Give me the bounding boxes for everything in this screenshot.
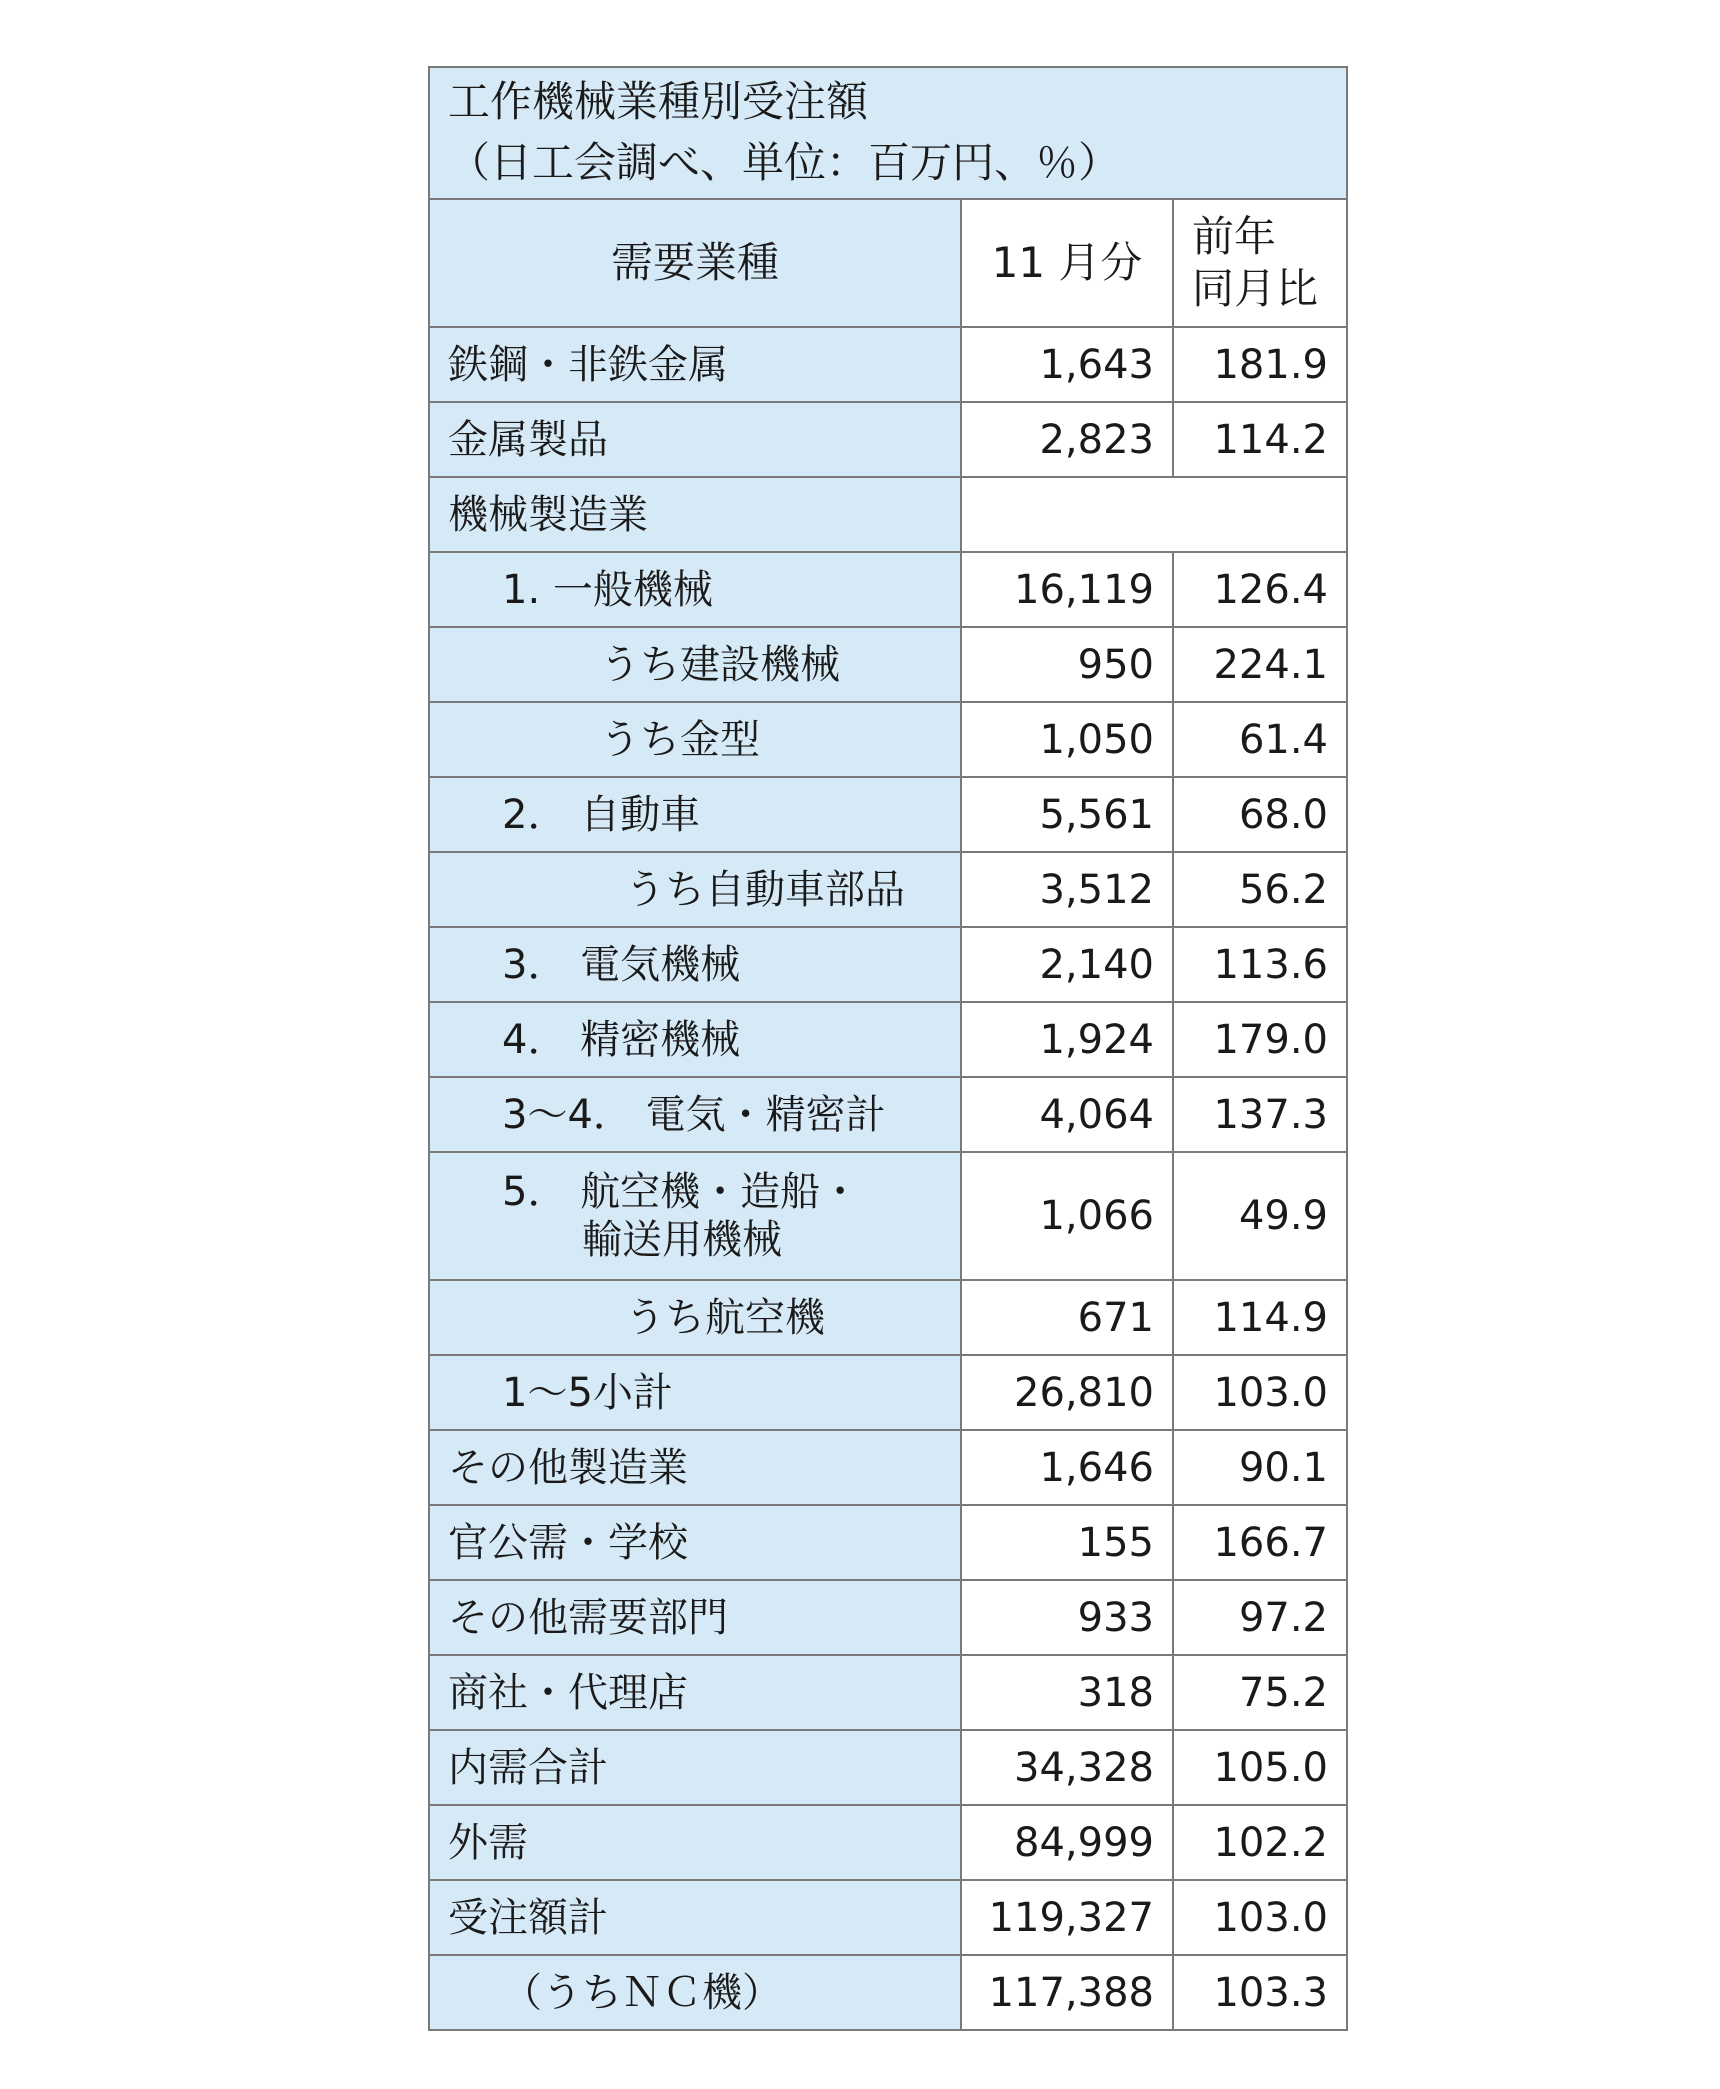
row-yoy-ratio: 103.0 bbox=[1173, 1355, 1347, 1430]
table-row bbox=[429, 1505, 1347, 1580]
row-yoy-ratio: 126.4 bbox=[1173, 552, 1347, 627]
row-label: その他需要部門 bbox=[429, 1580, 961, 1655]
row-label: その他製造業 bbox=[429, 1430, 961, 1505]
row-yoy-ratio: 181.9 bbox=[1173, 327, 1347, 402]
table-row bbox=[429, 1580, 1347, 1655]
header-yoy-line-1: 前年 bbox=[1192, 211, 1277, 261]
table-row bbox=[429, 1152, 1347, 1280]
title-line-2: （日工会調べ、単位：百万円、％） bbox=[448, 138, 1121, 187]
table-row bbox=[429, 1002, 1347, 1077]
table-row bbox=[429, 927, 1347, 1002]
row-yoy-ratio: 103.0 bbox=[1173, 1880, 1347, 1955]
row-label: 機械製造業 bbox=[429, 477, 961, 552]
table-row bbox=[429, 777, 1347, 852]
table-title bbox=[429, 67, 1347, 199]
row-yoy-ratio: 105.0 bbox=[1173, 1730, 1347, 1805]
row-november-value: 26,810 bbox=[961, 1355, 1173, 1430]
header-demand-sector: 需要業種 bbox=[429, 199, 961, 327]
table-row bbox=[429, 702, 1347, 777]
row-yoy-ratio: 90.1 bbox=[1173, 1430, 1347, 1505]
row-yoy-ratio: 61.4 bbox=[1173, 702, 1347, 777]
table-row bbox=[429, 1955, 1347, 2030]
table-row bbox=[429, 1805, 1347, 1880]
header-row bbox=[429, 199, 1347, 327]
row-yoy-ratio: 114.2 bbox=[1173, 402, 1347, 477]
row-label bbox=[429, 1152, 961, 1280]
row-label: 鉄鋼・非鉄金属 bbox=[429, 327, 961, 402]
table-row bbox=[429, 1655, 1347, 1730]
header-november: 11 月分 bbox=[961, 199, 1173, 327]
row-november-value: 117,388 bbox=[961, 1955, 1173, 2030]
row-yoy-ratio: 56.2 bbox=[1173, 852, 1347, 927]
section-blank-cell bbox=[961, 477, 1347, 552]
row-november-value: 84,999 bbox=[961, 1805, 1173, 1880]
row-november-value: 5,561 bbox=[961, 777, 1173, 852]
row-label-line-2: 輸送用機械 bbox=[582, 1217, 782, 1263]
row-november-value: 1,066 bbox=[961, 1152, 1173, 1280]
row-november-value: 155 bbox=[961, 1505, 1173, 1580]
table-row bbox=[429, 1730, 1347, 1805]
row-label: 金属製品 bbox=[429, 402, 961, 477]
title-row bbox=[429, 67, 1347, 199]
header-yoy-line-2: 同月比 bbox=[1192, 264, 1319, 313]
row-label: 商社・代理店 bbox=[429, 1655, 961, 1730]
row-label: 受注額計 bbox=[429, 1880, 961, 1955]
header-yoy-ratio bbox=[1173, 199, 1347, 327]
row-yoy-ratio: 102.2 bbox=[1173, 1805, 1347, 1880]
row-yoy-ratio: 113.6 bbox=[1173, 927, 1347, 1002]
row-label: うち金型 bbox=[429, 702, 961, 777]
title-line-1: 工作機械業種別受注額 bbox=[448, 77, 869, 127]
row-november-value: 1,643 bbox=[961, 327, 1173, 402]
table-row bbox=[429, 627, 1347, 702]
row-november-value: 950 bbox=[961, 627, 1173, 702]
row-yoy-ratio: 166.7 bbox=[1173, 1505, 1347, 1580]
row-yoy-ratio: 75.2 bbox=[1173, 1655, 1347, 1730]
row-yoy-ratio: 49.9 bbox=[1173, 1152, 1347, 1280]
row-november-value: 3,512 bbox=[961, 852, 1173, 927]
table-row bbox=[429, 1280, 1347, 1355]
machine-tool-orders-table bbox=[428, 66, 1348, 2031]
row-november-value: 34,328 bbox=[961, 1730, 1173, 1805]
row-label: 3． 電気機械 bbox=[429, 927, 961, 1002]
row-yoy-ratio: 97.2 bbox=[1173, 1580, 1347, 1655]
table-row bbox=[429, 402, 1347, 477]
row-label: 1. 一般機械 bbox=[429, 552, 961, 627]
row-november-value: 119,327 bbox=[961, 1880, 1173, 1955]
row-label: 1～5小計 bbox=[429, 1355, 961, 1430]
row-label: （うちＮＣ機） bbox=[429, 1955, 961, 2030]
table-row bbox=[429, 327, 1347, 402]
row-november-value: 16,119 bbox=[961, 552, 1173, 627]
row-yoy-ratio: 224.1 bbox=[1173, 627, 1347, 702]
row-yoy-ratio: 103.3 bbox=[1173, 1955, 1347, 2030]
row-label: 官公需・学校 bbox=[429, 1505, 961, 1580]
table-row bbox=[429, 1355, 1347, 1430]
table-row bbox=[429, 1880, 1347, 1955]
row-label: 2． 自動車 bbox=[429, 777, 961, 852]
row-label: うち建設機械 bbox=[429, 627, 961, 702]
row-november-value: 318 bbox=[961, 1655, 1173, 1730]
row-yoy-ratio: 114.9 bbox=[1173, 1280, 1347, 1355]
table-row bbox=[429, 477, 1347, 552]
row-label: うち自動車部品 bbox=[429, 852, 961, 927]
row-november-value: 1,050 bbox=[961, 702, 1173, 777]
table-row bbox=[429, 1077, 1347, 1152]
row-november-value: 1,646 bbox=[961, 1430, 1173, 1505]
table-row bbox=[429, 1430, 1347, 1505]
row-label-line-1: 5． 航空機・造船・ bbox=[502, 1169, 861, 1215]
row-november-value: 2,140 bbox=[961, 927, 1173, 1002]
table-row bbox=[429, 552, 1347, 627]
row-label: 外需 bbox=[429, 1805, 961, 1880]
row-yoy-ratio: 68.0 bbox=[1173, 777, 1347, 852]
row-november-value: 2,823 bbox=[961, 402, 1173, 477]
row-label: うち航空機 bbox=[429, 1280, 961, 1355]
row-november-value: 1,924 bbox=[961, 1002, 1173, 1077]
row-yoy-ratio: 179.0 bbox=[1173, 1002, 1347, 1077]
row-november-value: 671 bbox=[961, 1280, 1173, 1355]
row-november-value: 933 bbox=[961, 1580, 1173, 1655]
row-label: 内需合計 bbox=[429, 1730, 961, 1805]
row-november-value: 4,064 bbox=[961, 1077, 1173, 1152]
row-label: 4． 精密機械 bbox=[429, 1002, 961, 1077]
table-row bbox=[429, 852, 1347, 927]
row-yoy-ratio: 137.3 bbox=[1173, 1077, 1347, 1152]
row-label: 3～4． 電気・精密計 bbox=[429, 1077, 961, 1152]
